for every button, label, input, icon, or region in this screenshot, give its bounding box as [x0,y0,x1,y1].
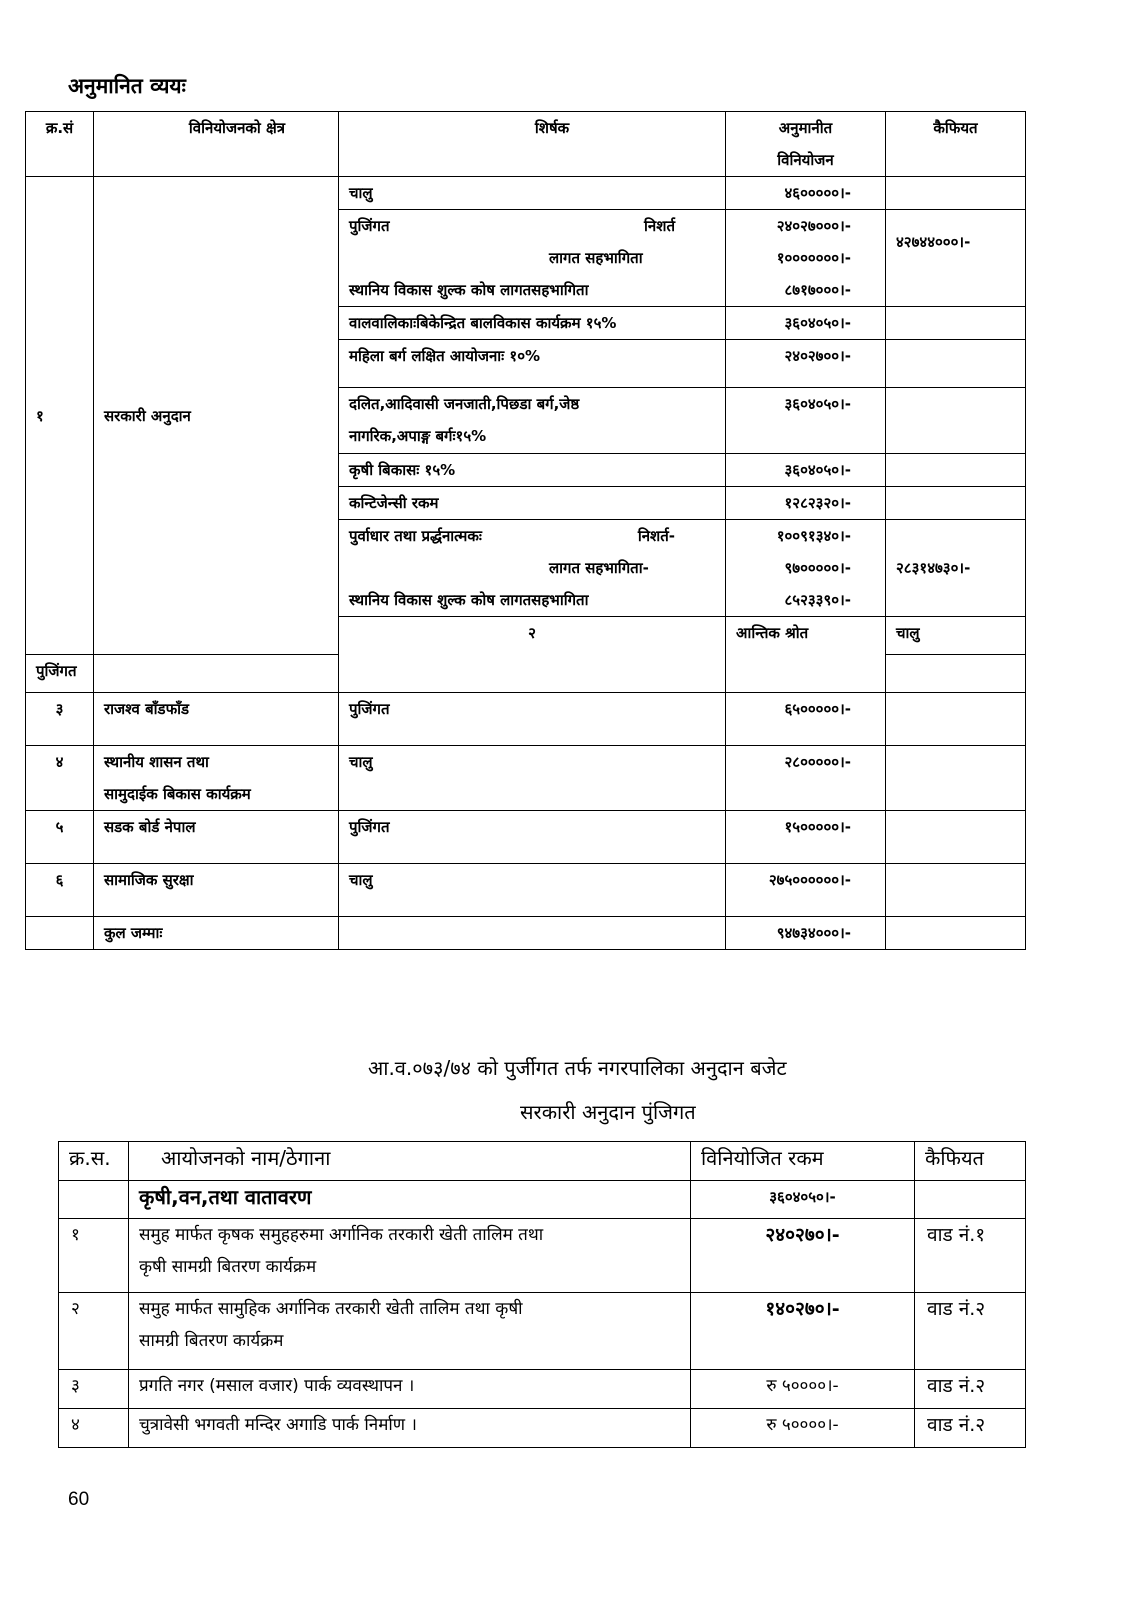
row1-infra-amounts: १००९१३४०।- ९७०००००।- ८५२३३९०।- [726,520,886,617]
table-row [59,1293,1026,1370]
category-amount: ३६०४०५०।- [691,1181,915,1219]
row-amount: रु ५००००।- [691,1409,915,1448]
row5-remarks [886,811,1026,864]
row-amount: २४०२७०।- [691,1219,915,1293]
row1-child-remarks [886,307,1026,340]
row-amount: १४०२७०।- [691,1293,915,1370]
header-sn: क्र.सं [26,112,94,177]
header-sn: क्र.स. [59,1142,129,1181]
row1-capital-title: पुजिंगत निशर्त लागत सहभागिता स्थानिय विकास शुल्क कोष लागतसहभागिता [339,210,726,307]
row1-women-amount: २४०२७००।- [726,340,886,388]
section-heading: अनुमानित व्ययः [68,74,186,98]
row1-capital-amounts: २४०२७०००।- १०००००००।- ८७१७०००।- [726,210,886,307]
header-title: शिर्षक [339,112,726,177]
row-amount: रु ५००००।- [691,1370,915,1409]
row-sn: २ [59,1293,129,1370]
row1-infra-title: पुर्वाधार तथा प्रर्द्धनात्मकः निशर्त- लागत सहभागिता- स्थानिय विकास शुल्क कोष लागतसहभागिता [339,520,726,617]
table-header-row [26,112,1026,177]
row4-sector: स्थानीय शासन तथा सामुदाईक बिकास कार्यक्रम [94,746,339,811]
table-row [59,1219,1026,1293]
row4-sn: ४ [26,746,94,811]
header-amount: विनियोजित रकम [691,1142,915,1181]
total-remarks [886,917,1026,950]
row-ward: वाड नं.२ [915,1370,1026,1409]
row1-child-title: वालवालिकाःबिकेन्द्रित बालविकास कार्यक्रम १५% [339,307,726,340]
row4-remarks [886,746,1026,811]
total-row [26,917,1026,950]
table-row [59,1409,1026,1448]
table-row [59,1370,1026,1409]
row1-agri-title: कृषी बिकासः १५% [339,454,726,487]
estimated-expenditure-table [25,111,1026,950]
row1-infra-remarks: २८३१४७३०।- [886,520,1026,617]
row2-title1: चालु [886,617,1026,655]
header-project: आयोजनको नाम/ठेगाना [129,1142,691,1181]
category-sn [59,1181,129,1219]
capital-grant-table [58,1141,1026,1448]
row4-title: चालु [339,746,726,811]
total-title [339,917,726,950]
total-amount: ९४७३४०००।- [726,917,886,950]
header-remarks: कैफियत [915,1142,1026,1181]
total-sn [26,917,94,950]
row-project: समुह मार्फत कृषक समुहहरुमा अर्गानिक तरकारी खेती तालिम तथा कृषी सामग्री बितरण कार्यक्रम [129,1219,691,1293]
row2-sector: आन्तिक श्रोत [726,617,886,693]
row1-chalu-amount: ४६०००००।- [726,177,886,210]
row1-women-remarks [886,340,1026,388]
section2-title: आ.व.०७३/७४ को पुर्जीगत तर्फ नगरपालिका अनुदान बजेट [368,1056,787,1080]
row-ward: वाड नं.२ [915,1409,1026,1448]
row1-agri-remarks [886,454,1026,487]
table-header-row [59,1142,1026,1181]
row-sn: ४ [59,1409,129,1448]
row4-amount: २८०००००।- [726,746,886,811]
row1-dalit-amount: ३६०४०५०।- [726,388,886,454]
row6-title: चालु [339,864,726,917]
row1-child-amount: ३६०४०५०।- [726,307,886,340]
row6-remarks [886,864,1026,917]
row6-sn: ६ [26,864,94,917]
table-row [26,177,1026,210]
row1-dalit-remarks [886,388,1026,454]
row3-title: पुजिंगत [339,693,726,746]
row1-sn: १ [26,177,94,655]
row-project: चुत्रावेसी भगवती मन्दिर अगाडि पार्क निर्माण । [129,1409,691,1448]
table-row [26,811,1026,864]
category-name: कृषी,वन,तथा वातावरण [129,1181,691,1219]
row1-sector: सरकारी अनुदान [94,177,339,655]
row3-sn: ३ [26,693,94,746]
row1-contingency-title: कन्टिजेन्सी रकम [339,487,726,520]
row1-chalu-remarks [886,177,1026,210]
row-sn: ३ [59,1370,129,1409]
row5-title: पुजिंगत [339,811,726,864]
row3-remarks [886,693,1026,746]
row-ward: वाड नं.२ [915,1293,1026,1370]
table-row [26,693,1026,746]
category-row [59,1181,1026,1219]
row1-capital-remarks: ४२७४४०००।- [886,210,1026,307]
row5-sn: ५ [26,811,94,864]
row5-amount: १५०००००।- [726,811,886,864]
table-row [26,746,1026,811]
row1-chalu-title: चालु [339,177,726,210]
row-project: प्रगति नगर (मसाल वजार) पार्क व्यवस्थापन । [129,1370,691,1409]
row3-sector: राजश्व बाँडफाँड [94,693,339,746]
row1-agri-amount: ३६०४०५०।- [726,454,886,487]
row-sn: १ [59,1219,129,1293]
page-number: 60 [68,1489,90,1510]
row5-sector: सडक बोर्ड नेपाल [94,811,339,864]
row1-contingency-amount: १२८२३२०।- [726,487,886,520]
category-remarks [915,1181,1026,1219]
row3-amount: ६५०००००।- [726,693,886,746]
table-row [26,864,1026,917]
row2-sn: २ [339,617,726,693]
row-ward: वाड नं.१ [915,1219,1026,1293]
section2-subtitle: सरकारी अनुदान पुंजिगत [520,1100,696,1124]
row6-amount: २७५००००००।- [726,864,886,917]
row1-women-title: महिला बर्ग लक्षित आयोजनाः १०% [339,340,726,388]
header-remarks: कैफियत [886,112,1026,177]
row6-sector: सामाजिक सुरक्षा [94,864,339,917]
row-project: समुह मार्फत सामुहिक अर्गानिक तरकारी खेती तालिम तथा कृषी सामग्री बितरण कार्यक्रम [129,1293,691,1370]
total-label: कुल जम्माः [94,917,339,950]
header-sector: विनियोजनको क्षेत्र [94,112,339,177]
row1-dalit-title: दलित,आदिवासी जनजाती,पिछडा बर्ग,जेष्ठ नागरिक,अपाङ्ग बर्गः१५% [339,388,726,454]
header-estimated: अनुमानीत विनियोजन [726,112,886,177]
row2-title2: पुजिंगत [26,655,94,693]
row1-contingency-remarks [886,487,1026,520]
